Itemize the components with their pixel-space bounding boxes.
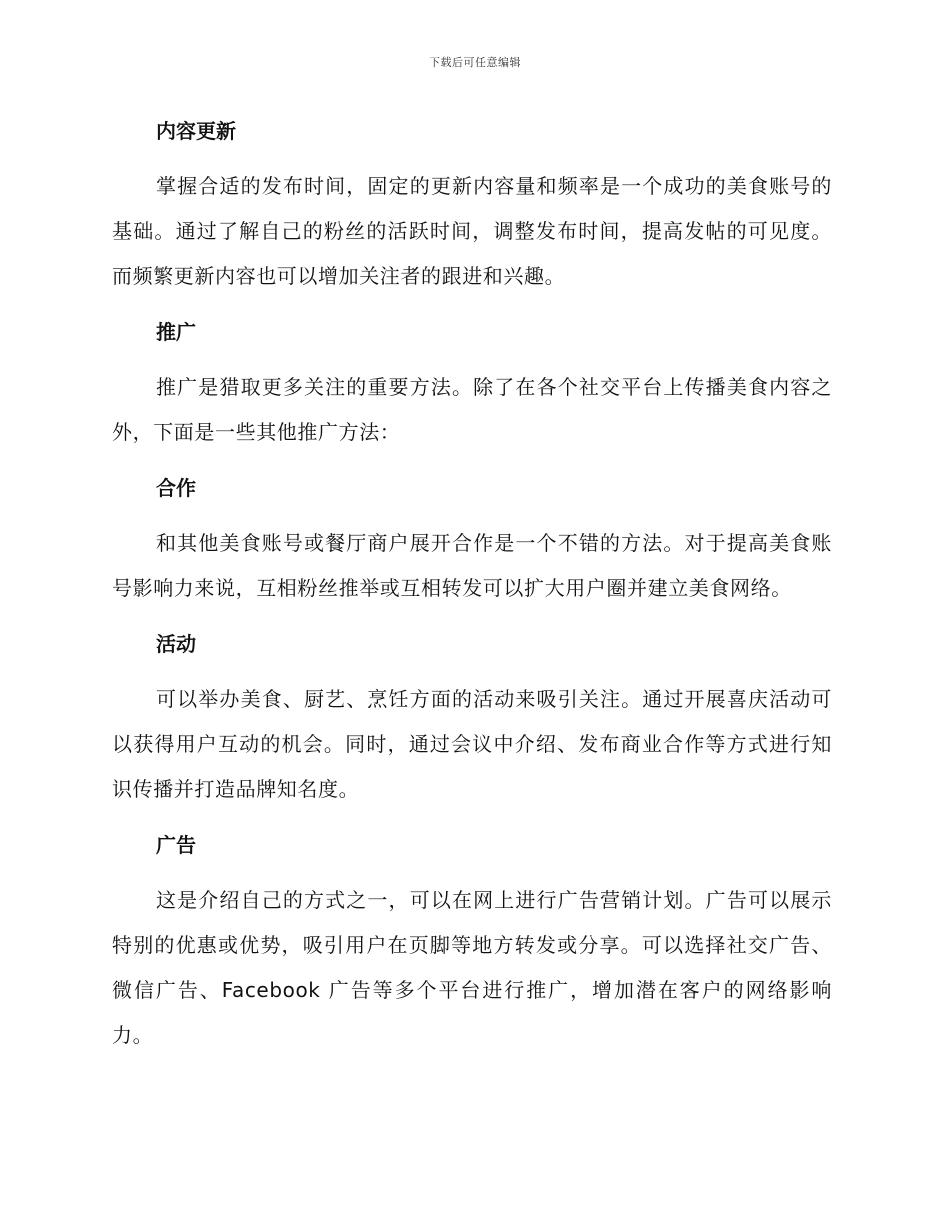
section-cooperation bbox=[112, 465, 832, 611]
section-paragraph: 这是介绍自己的方式之一，可以在网上进行广告营销计划。广告可以展示特别的优惠或优势，吸引用户在页脚等地方转发或分享。可以选择社交广告、微信广告、Facebook 广告等多个平台进行推广，增加潜在客户的网络影响力。 bbox=[112, 888, 832, 1047]
section-heading: 活动 bbox=[156, 632, 196, 656]
section-paragraph: 和其他美食账号或餐厅商户展开合作是一个不错的方法。对于提高美食账号影响力来说，互相粉丝推举或互相转发可以扩大用户圈并建立美食网络。 bbox=[112, 531, 832, 600]
section-advertising bbox=[112, 822, 832, 1058]
document-body bbox=[112, 108, 832, 1068]
section-heading: 合作 bbox=[156, 476, 196, 500]
section-content-update bbox=[112, 108, 832, 299]
section-heading: 内容更新 bbox=[156, 119, 236, 143]
section-heading: 广告 bbox=[156, 833, 196, 857]
section-events bbox=[112, 621, 832, 812]
section-paragraph: 掌握合适的发布时间，固定的更新内容量和频率是一个成功的美食账号的基础。通过了解自己的粉丝的活跃时间，调整发布时间，提高发帖的可见度。而频繁更新内容也可以增加关注者的跟进和兴趣。 bbox=[112, 174, 832, 288]
page-header-note: 下载后可任意编辑 bbox=[429, 56, 521, 69]
section-heading: 推广 bbox=[156, 320, 196, 344]
section-paragraph: 推广是猎取更多关注的重要方法。除了在各个社交平台上传播美食内容之外，下面是一些其他推广方法： bbox=[112, 375, 832, 444]
section-paragraph: 可以举办美食、厨艺、烹饪方面的活动来吸引关注。通过开展喜庆活动可以获得用户互动的机会。同时，通过会议中介绍、发布商业合作等方式进行知识传播并打造品牌知名度。 bbox=[112, 687, 832, 801]
section-promotion bbox=[112, 309, 832, 455]
